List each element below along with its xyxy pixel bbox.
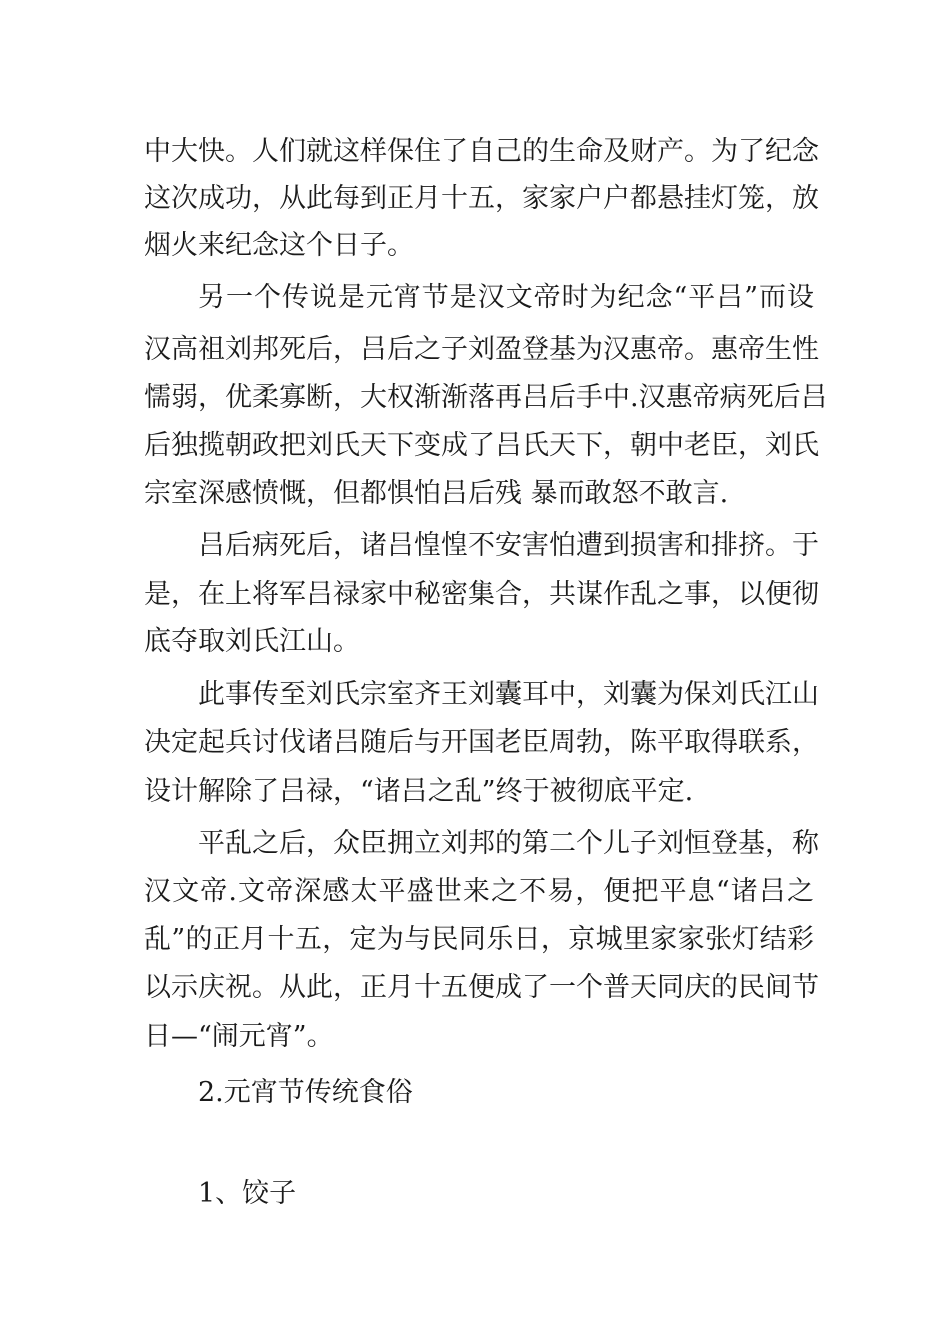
paragraph-4-line-3: 设计解除了吕禄，“诸吕之乱”终于被彻底平定. (144, 776, 694, 807)
paragraph-4-line-2: 决定起兵讨伐诸吕随后与开国老臣周勃，陈平取得联系， (144, 727, 819, 758)
paragraph-5-line-1: 平乱之后，众臣拥立刘邦的第二个儿子刘恒登基，称 (198, 828, 819, 859)
paragraph-2-line-5: 宗室深感愤慨，但都惧怕吕后残 暴而敢怒不敢言. (144, 478, 729, 509)
paragraph-5-line-4: 以示庆祝。从此，正月十五便成了一个普天同庆的民间节 (144, 972, 819, 1003)
paragraph-3-line-1: 吕后病死后，诸吕惶惶不安害怕遭到损害和排挤。于 (198, 530, 819, 561)
paragraph-3-line-2: 是，在上将军吕禄家中秘密集合，共谋作乱之事，以便彻 (144, 579, 819, 610)
paragraph-2-line-3: 懦弱，优柔寡断，大权渐渐落再吕后手中.汉惠帝病死后吕 (144, 382, 828, 413)
paragraph-3-line-3: 底夺取刘氏江山。 (144, 626, 360, 657)
paragraph-2-line-4: 后独揽朝政把刘氏天下变成了吕氏天下，朝中老臣，刘氏 (144, 430, 819, 461)
paragraph-1-line-3: 烟火来纪念这个日子。 (144, 230, 414, 261)
section-heading: 2.元宵节传统食俗 (198, 1077, 413, 1108)
subsection-heading: 1、饺子 (198, 1178, 297, 1209)
paragraph-2-line-1: 另一个传说是元宵节是汉文帝时为纪念“平吕”而设 (198, 282, 814, 313)
paragraph-5-line-5: 日—“闹元宵”。 (144, 1021, 334, 1052)
paragraph-1-line-2: 这次成功，从此每到正月十五，家家户户都悬挂灯笼，放 (144, 183, 819, 214)
paragraph-5-line-3: 乱”的正月十五，定为与民同乐日，京城里家家张灯结彩 (144, 924, 814, 955)
paragraph-4-line-1: 此事传至刘氏宗室齐王刘囊耳中，刘囊为保刘氏江山 (198, 679, 819, 710)
paragraph-1-line-1: 中大快。人们就这样保住了自己的生命及财产。为了纪念 (144, 136, 819, 167)
paragraph-5-line-2: 汉文帝.文帝深感太平盛世来之不易，便把平息“诸吕之 (144, 876, 814, 907)
paragraph-2-line-2: 汉高祖刘邦死后，吕后之子刘盈登基为汉惠帝。惠帝生性 (144, 334, 819, 365)
